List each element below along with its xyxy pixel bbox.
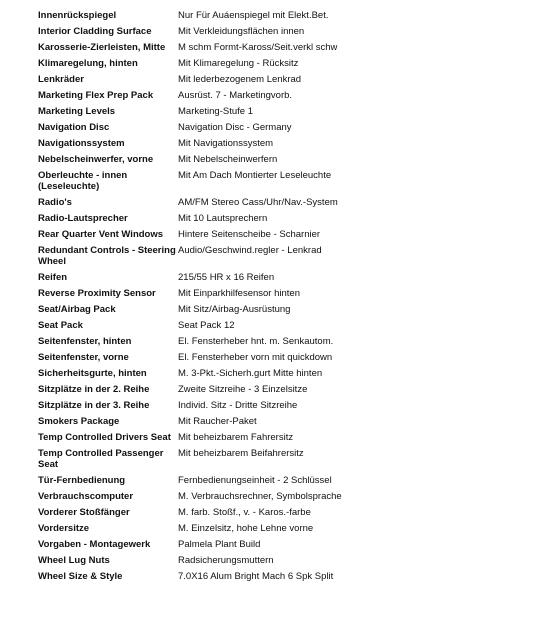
spec-label: Sicherheitsgurte, hinten <box>38 367 147 379</box>
spec-value: Mit Raucher-Paket <box>178 415 257 427</box>
spec-row <box>38 520 538 536</box>
spec-value: M. Einzelsitz, hohe Lehne vorne <box>178 522 314 534</box>
spec-row <box>38 536 538 552</box>
spec-label: Oberleuchte - innen (Leseleuchte) <box>38 169 128 192</box>
spec-label: Sitzplätze in der 3. Reihe <box>38 399 150 411</box>
spec-row <box>38 285 538 301</box>
spec-row <box>38 472 538 488</box>
spec-value: 7.0X16 Alum Bright Mach 6 Spk Split <box>178 570 334 582</box>
spec-value: Hintere Seitenscheibe - Scharnier <box>178 228 321 240</box>
spec-label: Nebelscheinwerfer, vorne <box>38 153 154 165</box>
spec-label: Interior Cladding Surface <box>38 25 152 37</box>
spec-label: Karosserie-Zierleisten, Mitte <box>38 41 166 53</box>
spec-row <box>38 365 538 381</box>
spec-value: Individ. Sitz - Dritte Sitzreihe <box>178 399 298 411</box>
spec-value: Mit Sitz/Airbag-Ausrüstung <box>178 303 291 315</box>
spec-label: Seitenfenster, hinten <box>38 335 132 347</box>
spec-label: Marketing Levels <box>38 105 116 117</box>
spec-row <box>38 413 538 429</box>
spec-row <box>38 103 538 119</box>
spec-row <box>38 301 538 317</box>
spec-value: Mit lederbezogenem Lenkrad <box>178 73 302 85</box>
spec-row <box>38 317 538 333</box>
spec-table <box>38 7 538 584</box>
spec-row <box>38 242 538 269</box>
spec-label: Radio's <box>38 196 72 208</box>
spec-value: Mit Am Dach Montierter Leseleuchte <box>178 169 332 181</box>
spec-row <box>38 504 538 520</box>
spec-value: 215/55 HR x 16 Reifen <box>178 271 275 283</box>
spec-value: Mit Klimaregelung - Rücksitz <box>178 57 299 69</box>
spec-label: Verbrauchscomputer <box>38 490 134 502</box>
spec-row <box>38 71 538 87</box>
spec-value: Ausrüst. 7 - Marketingvorb. <box>178 89 293 101</box>
spec-label: Klimaregelung, hinten <box>38 57 138 69</box>
spec-row <box>38 445 538 472</box>
spec-label: Temp Controlled Drivers Seat <box>38 431 171 443</box>
spec-value: Radsicherungsmuttern <box>178 554 274 566</box>
spec-label: Wheel Size & Style <box>38 570 123 582</box>
spec-value: Navigation Disc - Germany <box>178 121 292 133</box>
spec-value: M. Verbrauchsrechner, Symbolsprache <box>178 490 342 502</box>
spec-value: Mit Navigationssystem <box>178 137 274 149</box>
spec-value: Palmela Plant Build <box>178 538 261 550</box>
spec-label: Wheel Lug Nuts <box>38 554 110 566</box>
spec-label: Navigationssystem <box>38 137 125 149</box>
spec-row <box>38 269 538 285</box>
spec-row <box>38 488 538 504</box>
spec-label: Radio-Lautsprecher <box>38 212 128 224</box>
spec-value: Mit Nebelscheinwerfern <box>178 153 278 165</box>
spec-value: Seat Pack 12 <box>178 319 235 331</box>
spec-row <box>38 210 538 226</box>
spec-row <box>38 167 538 194</box>
spec-label: Seat Pack <box>38 319 83 331</box>
spec-label: Navigation Disc <box>38 121 110 133</box>
spec-row <box>38 119 538 135</box>
spec-label: Reverse Proximity Sensor <box>38 287 156 299</box>
spec-row <box>38 135 538 151</box>
spec-row <box>38 39 538 55</box>
spec-label: Lenkräder <box>38 73 84 85</box>
spec-label: Innenrückspiegel <box>38 9 117 21</box>
spec-row <box>38 397 538 413</box>
spec-value: Fernbedienungseinheit - 2 Schlüssel <box>178 474 332 486</box>
spec-row <box>38 7 538 23</box>
spec-row <box>38 23 538 39</box>
spec-value: M. farb. Stoßf., v. - Karos.-farbe <box>178 506 311 518</box>
spec-row <box>38 151 538 167</box>
spec-row <box>38 55 538 71</box>
spec-label: Vorderer Stoßfänger <box>38 506 130 518</box>
spec-value: Zweite Sitzreihe - 3 Einzelsitze <box>178 383 308 395</box>
spec-value: Audio/Geschwind.regler - Lenkrad <box>178 244 322 256</box>
spec-value: Mit Verkleidungsflächen innen <box>178 25 305 37</box>
spec-label: Reifen <box>38 271 68 283</box>
spec-label: Vorgaben - Montagewerk <box>38 538 151 550</box>
spec-value: AM/FM Stereo Cass/Uhr/Nav.-System <box>178 196 338 208</box>
spec-row <box>38 87 538 103</box>
spec-label: Redundant Controls - Steering Wheel <box>38 244 176 267</box>
spec-value: Mit beheizbarem Beifahrersitz <box>178 447 304 459</box>
spec-label: Rear Quarter Vent Windows <box>38 228 164 240</box>
spec-label: Tür-Fernbedienung <box>38 474 126 486</box>
spec-label: Seat/Airbag Pack <box>38 303 116 315</box>
spec-value: Mit 10 Lautsprechern <box>178 212 268 224</box>
spec-value: Mit Einparkhilfesensor hinten <box>178 287 300 299</box>
spec-value: M. 3-Pkt.-Sicherh.gurt Mitte hinten <box>178 367 323 379</box>
spec-row <box>38 568 538 584</box>
spec-label: Sitzplätze in der 2. Reihe <box>38 383 150 395</box>
spec-value: El. Fensterheber vorn mit quickdown <box>178 351 333 363</box>
spec-row <box>38 333 538 349</box>
spec-label: Seitenfenster, vorne <box>38 351 129 363</box>
spec-label: Vordersitze <box>38 522 90 534</box>
spec-value: El. Fensterheber hnt. m. Senkautom. <box>178 335 334 347</box>
spec-value: Marketing-Stufe 1 <box>178 105 253 117</box>
spec-value: Nur Für Auáenspiegel mit Elekt.Bet. <box>178 9 329 21</box>
spec-label: Temp Controlled Passenger Seat <box>38 447 164 470</box>
spec-row <box>38 429 538 445</box>
spec-row <box>38 194 538 210</box>
spec-row <box>38 349 538 365</box>
spec-label: Marketing Flex Prep Pack <box>38 89 154 101</box>
spec-row <box>38 226 538 242</box>
spec-row <box>38 552 538 568</box>
spec-row <box>38 381 538 397</box>
spec-label: Smokers Package <box>38 415 120 427</box>
spec-value: M schm Formt-Kaross/Seit.verkl schw <box>178 41 338 53</box>
spec-value: Mit beheizbarem Fahrersitz <box>178 431 294 443</box>
